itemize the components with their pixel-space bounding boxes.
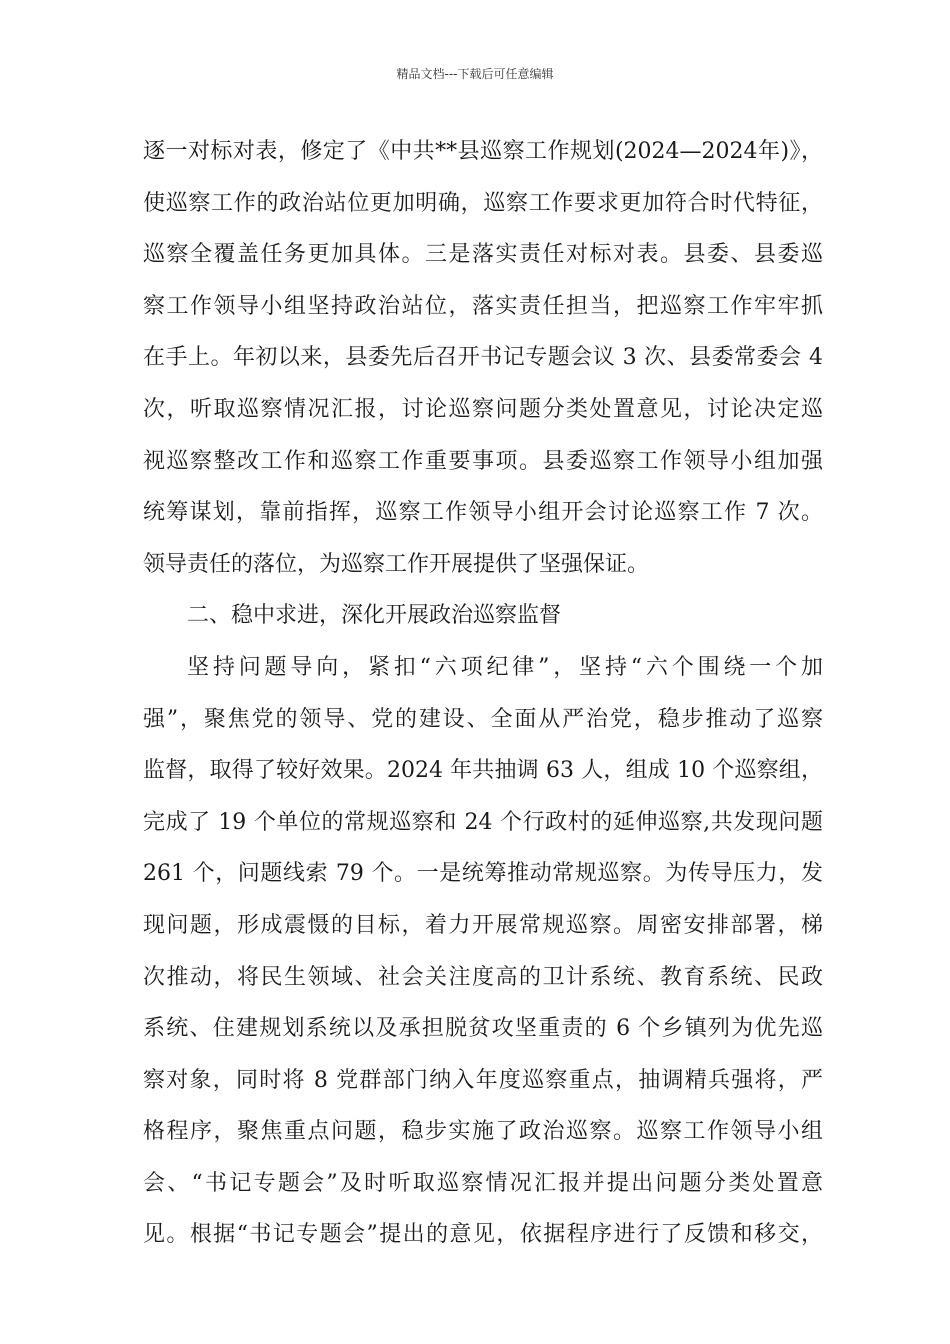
- paragraph-line: 见。根据“书记专题会”提出的意见，依据程序进行了反馈和移交，: [143, 1222, 823, 1248]
- page-header: 精品文档---下载后可任意编辑: [396, 67, 554, 81]
- paragraph-line: 261 个，问题线索 79 个。一是统筹推动常规巡察。为传导压力，发: [143, 861, 823, 887]
- paragraph-line: 逐一对标对表，修定了《中共**县巡察工作规划(2024—2024年)》，: [143, 139, 823, 164]
- paragraph-line: 巡察全覆盖任务更加具体。三是落实责任对标对表。县委、县委巡: [143, 242, 823, 268]
- paragraph-line: 系统、住建规划系统以及承担脱贫攻坚重责的 6 个乡镇列为优先巡: [143, 1016, 823, 1042]
- paragraph-line: 次推动，将民生领域、社会关注度高的卫计系统、教育系统、民政: [143, 964, 823, 990]
- paragraph-line: 领导责任的落位，为巡察工作开展提供了坚强保证。: [143, 551, 650, 577]
- document-body: [143, 130, 823, 1265]
- paragraph-line: 现问题，形成震慑的目标，着力开展常规巡察。周密安排部署，梯: [143, 912, 823, 938]
- paragraph-line: 监督，取得了较好效果。2024 年共抽调 63 人，组成 10 个巡察组，: [143, 758, 823, 784]
- section-heading: 二、稳中求进，深化开展政治巡察监督: [187, 603, 562, 629]
- paragraph-line: 察对象，同时将 8 党群部门纳入年度巡察重点，抽调精兵强将，严: [143, 1067, 823, 1093]
- paragraph-line: 视巡察整改工作和巡察工作重要事项。县委巡察工作领导小组加强: [143, 448, 823, 474]
- paragraph-line: 使巡察工作的政治站位更加明确，巡察工作要求更加符合时代特征，: [143, 190, 823, 216]
- paragraph-line: 格程序，聚焦重点问题，稳步实施了政治巡察。巡察工作领导小组: [143, 1119, 823, 1145]
- paragraph-line: 完成了 19 个单位的常规巡察和 24 个行政村的延伸巡察,共发现问题: [143, 809, 823, 835]
- paragraph-line: 次，听取巡察情况汇报，讨论巡察问题分类处置意见，讨论决定巡: [143, 396, 823, 422]
- paragraph-line: 强”，聚焦党的领导、党的建设、全面从严治党，稳步推动了巡察: [143, 706, 823, 732]
- paragraph-line: 在手上。年初以来，县委先后召开书记专题会议 3 次、县委常委会 4: [143, 345, 823, 371]
- paragraph-line: 统筹谋划，靠前指挥，巡察工作领导小组开会讨论巡察工作 7 次。: [143, 500, 823, 526]
- paragraph-line: 会、“书记专题会”及时听取巡察情况汇报并提出问题分类处置意: [143, 1170, 823, 1196]
- paragraph-line: 察工作领导小组坚持政治站位，落实责任担当，把巡察工作牢牢抓: [143, 293, 823, 319]
- paragraph-line: 坚持问题导向，紧扣“六项纪律”，坚持“六个围绕一个加: [187, 654, 823, 680]
